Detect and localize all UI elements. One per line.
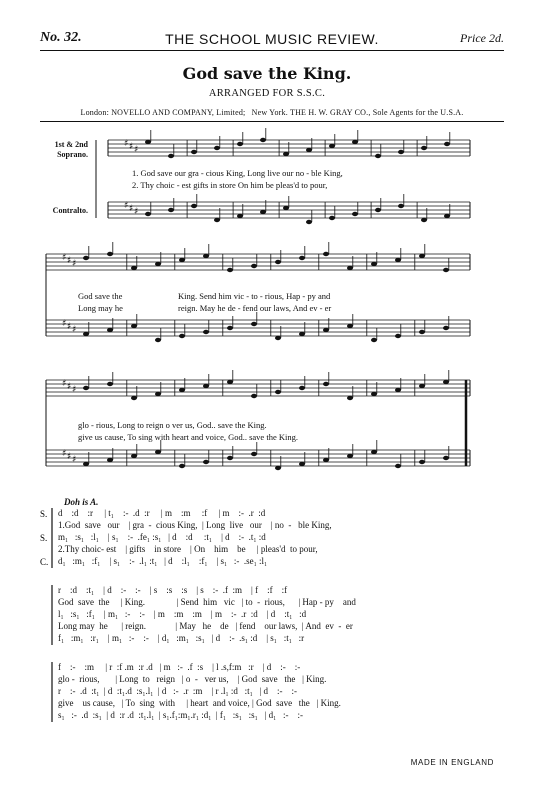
sys1-soprano-note [237, 142, 243, 146]
sys1-soprano-note [191, 150, 197, 154]
publisher-london: London: NOVELLO AND COMPANY, Limited; [80, 108, 246, 117]
tsf-voice-letter: S. [40, 509, 48, 519]
sys2-contralto-note [203, 330, 209, 334]
made-in-label: MADE IN ENGLAND [410, 758, 494, 767]
sys3-contralto-note [299, 462, 305, 466]
sys3-contralto-sharp-icon: ♯ [67, 452, 72, 462]
sys3-contralto-note [443, 456, 449, 460]
sys2-contralto-sharp-icon: ♯ [67, 322, 72, 332]
sys2-contralto-sharp-icon: ♯ [72, 325, 77, 335]
sys3-contralto-note [131, 454, 137, 458]
sys1-contralto-note [306, 220, 312, 224]
sys2-soprano-note [251, 264, 257, 268]
publisher-newyork: New York. THE H. W. GRAY CO., Sole Agents for the U.S.A. [251, 108, 464, 117]
tsf-b1-s: d :d :r | t₁ :- .d :r | m :m :f | m :- .r :d [58, 508, 266, 518]
sys3-contralto-note [347, 454, 353, 458]
sys3-contralto-note [395, 464, 401, 468]
sys3-contralto-sharp-icon: ♯ [72, 455, 77, 465]
tsf-b2-s2: l₁ :s₁ :f₁ | m₁ :- :- | m :m :m | m :- .r :d | d :t₁ :d [58, 609, 307, 619]
sys2-soprano-note [155, 262, 161, 266]
sys2-soprano-note [131, 266, 137, 270]
sys2-contralto-note [251, 322, 257, 326]
sys2-contralto-note [107, 328, 113, 332]
sys3-soprano-sharp-icon: ♯ [67, 382, 72, 392]
sys2-soprano-note [419, 254, 425, 258]
sys3-soprano-note [251, 394, 257, 398]
sys1-contralto-note [421, 218, 427, 222]
sys3-soprano-note [395, 388, 401, 392]
sys1-contralto-note [398, 204, 404, 208]
sys3-contralto-note [251, 452, 257, 456]
lyrics-s3-v1: glo - rious, Long to reign o ver us, God.. save the King. [78, 420, 267, 430]
sys1-soprano-note [168, 154, 174, 158]
sys1-contralto-note [375, 208, 381, 212]
sys1-soprano-note [306, 148, 312, 152]
sys1-contralto-sharp-icon: ♯ [124, 201, 129, 211]
sys2-contralto-note [299, 332, 305, 336]
price-label: Price 2d. [460, 31, 504, 45]
sys1-contralto-sharp-icon: ♯ [129, 204, 134, 214]
sys2-soprano-note [275, 260, 281, 264]
sys3-soprano-note [347, 396, 353, 400]
lyrics-s2-v1-start: God save the [78, 291, 123, 301]
sys3-soprano-note [107, 382, 113, 386]
sys1-contralto-note [283, 206, 289, 210]
sys2-contralto-note [371, 338, 377, 342]
song-title: God save the King. [182, 64, 352, 83]
sys1-contralto-note [352, 212, 358, 216]
sys3-contralto-note [323, 458, 329, 462]
sys1-soprano-note [352, 140, 358, 144]
lyrics-s1-v2: 2. Thy choic - est gifts in store On him be pleas'd to pour, [132, 180, 328, 190]
sys1-contralto-note [168, 208, 174, 212]
sys2-contralto-note [275, 336, 281, 340]
soprano-label: 1st & 2nd Soprano. [54, 140, 88, 159]
sys3-contralto-note [227, 456, 233, 460]
key-indicator: Doh is A. [64, 497, 99, 507]
tsf-b3-l1: glo - rious, | Long to reign | o - ver us, | God save the | King. [58, 674, 327, 684]
sys1-contralto-note [444, 214, 450, 218]
sys2-soprano-note [179, 258, 185, 262]
sys2-contralto-note [83, 332, 89, 336]
sys3-soprano-note [371, 392, 377, 396]
sys2-contralto-sharp-icon: ♯ [62, 319, 67, 329]
sys1-soprano-note [444, 142, 450, 146]
sys1-soprano-note [283, 152, 289, 156]
sys2-soprano-note [371, 262, 377, 266]
sys2-soprano-note [83, 256, 89, 260]
sys2-soprano-note [203, 254, 209, 258]
lyrics-s2-v2-start: Long may he [78, 303, 123, 313]
tsf-b3-l2: give us cause, | To sing with | heart and voice, | God save the | King. [58, 698, 341, 708]
sys2-contralto-note [227, 326, 233, 330]
tsf-b3-c: s₁ :- .d :s₁ | d :r .d :t₁.l₁ | s₁.f₁:m₁.r₁ :d₁ | f₁ :s₁ :s₁ | d₁ :- :- [58, 710, 303, 720]
sys3-soprano-sharp-icon: ♯ [62, 379, 67, 389]
sys2-soprano-sharp-icon: ♯ [72, 259, 77, 269]
lyrics-s2-v1: King. Send him vic - to - rious, Hap - py and [178, 291, 331, 301]
sys2-contralto-note [443, 326, 449, 330]
tsf-b2-c: f₁ :m₁ :r₁ | m₁ :- :- | d₁ :m₁ :s₁ | d :- .s₁ :d | s₁ :t₁ :r [58, 633, 305, 643]
sys1-soprano-note [421, 146, 427, 150]
lyrics-s3-v2: give us cause, To sing with heart and voice, God.. save the King. [78, 432, 298, 442]
sys1-contralto-note [191, 204, 197, 208]
tsf-b1-l2: 2.Thy choic- est | gifts in store | On him be | pleas'd to pour, [58, 544, 318, 554]
tsf-voice-letter: S. [40, 533, 48, 543]
sys1-soprano-note [329, 144, 335, 148]
sys3-soprano-note [443, 380, 449, 384]
sys1-contralto-sharp-icon: ♯ [134, 207, 139, 217]
sys2-contralto-note [155, 338, 161, 342]
sys3-contralto-note [179, 464, 185, 468]
sys3-contralto-note [155, 450, 161, 454]
tsf-b3-s: f :- :m | r :f .m :r .d | m :- .f :s | l .s,f:m :r | d :- :- [58, 662, 301, 672]
sys2-contralto-note [323, 328, 329, 332]
sys2-soprano-note [443, 268, 449, 272]
sys1-contralto-note [145, 212, 151, 216]
sys3-soprano-note [227, 380, 233, 384]
sys1-contralto-note [237, 214, 243, 218]
sys2-contralto-note [179, 334, 185, 338]
sys2-soprano-note [323, 252, 329, 256]
sys1-soprano-sharp-icon: ♯ [124, 139, 129, 149]
sys1-contralto-note [260, 210, 266, 214]
tsf-b2-l1: God save the | King. | Send him vic | to - rious, | Hap - py and [58, 597, 356, 607]
tsf-b1-l1: 1.God save our | gra - cious King, | Long live our | no - ble King, [58, 520, 332, 530]
sys3-soprano-note [323, 382, 329, 386]
sys3-contralto-note [275, 466, 281, 470]
sys3-soprano-note [419, 384, 425, 388]
contralto-label: Contralto. [52, 206, 88, 215]
sys3-soprano-sharp-icon: ♯ [72, 385, 77, 395]
tsf-b1-c: d₁ :m₁ :f₁ | s₁ :- .l₁ :t₁ | d :l₁ :f₁ | s₁ :- .se₁ :l₁ [58, 556, 268, 566]
lyrics-s1-v1: 1. God save our gra - cious King, Long live our no - ble King, [132, 168, 343, 178]
sys3-contralto-note [419, 460, 425, 464]
tsf-voice-letter: C. [40, 557, 49, 567]
sys1-contralto-note [329, 216, 335, 220]
sys2-contralto-note [419, 330, 425, 334]
sys2-contralto-note [395, 334, 401, 338]
sys2-soprano-sharp-icon: ♯ [62, 253, 67, 263]
sys1-soprano-sharp-icon: ♯ [134, 145, 139, 155]
sys3-soprano-note [83, 386, 89, 390]
sys3-contralto-note [107, 458, 113, 462]
sys1-soprano-note [260, 138, 266, 142]
sys3-contralto-sharp-icon: ♯ [62, 449, 67, 459]
journal-title: THE SCHOOL MUSIC REVIEW. [165, 31, 379, 47]
lyrics-s2-v2: reign. May he de - fend our laws, And ev - er [178, 303, 332, 313]
sys2-soprano-note [227, 268, 233, 272]
sys2-soprano-note [347, 266, 353, 270]
sys3-soprano-note [299, 386, 305, 390]
sys3-soprano-note [275, 390, 281, 394]
sys3-soprano-note [179, 388, 185, 392]
sys1-soprano-note [145, 140, 151, 144]
tsf-b3-s2: r :- .d :t₁ | d :t₁.d :s₁.l₁ | d :- .r :m | r .l₁ :d :t₁ | d :- :- [58, 686, 298, 696]
sys2-soprano-sharp-icon: ♯ [67, 256, 72, 266]
sys3-soprano-note [155, 392, 161, 396]
sys2-contralto-note [347, 324, 353, 328]
sys1-soprano-note [375, 154, 381, 158]
sys2-soprano-note [299, 256, 305, 260]
sys1-soprano-sharp-icon: ♯ [129, 142, 134, 152]
sys1-soprano-note [214, 146, 220, 150]
tsf-b2-l2: Long may he | reign. | May he de | fend our laws, | And ev - er [58, 621, 353, 631]
issue-number: No. 32. [40, 30, 82, 45]
sys2-soprano-note [107, 252, 113, 256]
sys1-contralto-note [214, 218, 220, 222]
sys3-soprano-note [131, 396, 137, 400]
tsf-b1-s2: m₁ :s₁ :l₁ | s₁ :- .fe₁ :s₁ | d :d :t₁ | d :- .t₁ :d [58, 532, 266, 542]
sys3-soprano-note [203, 384, 209, 388]
sys3-contralto-note [83, 462, 89, 466]
sys3-contralto-note [371, 450, 377, 454]
tsf-b2-s: r :d :t₁ | d :- :- | s :s :s | s :- .f :m | f :f :f [58, 585, 288, 595]
arrangement-label: ARRANGED FOR S.S.C. [208, 88, 326, 99]
sys1-soprano-note [398, 150, 404, 154]
sys2-soprano-note [395, 258, 401, 262]
sys3-contralto-note [203, 460, 209, 464]
sys2-contralto-note [131, 324, 137, 328]
